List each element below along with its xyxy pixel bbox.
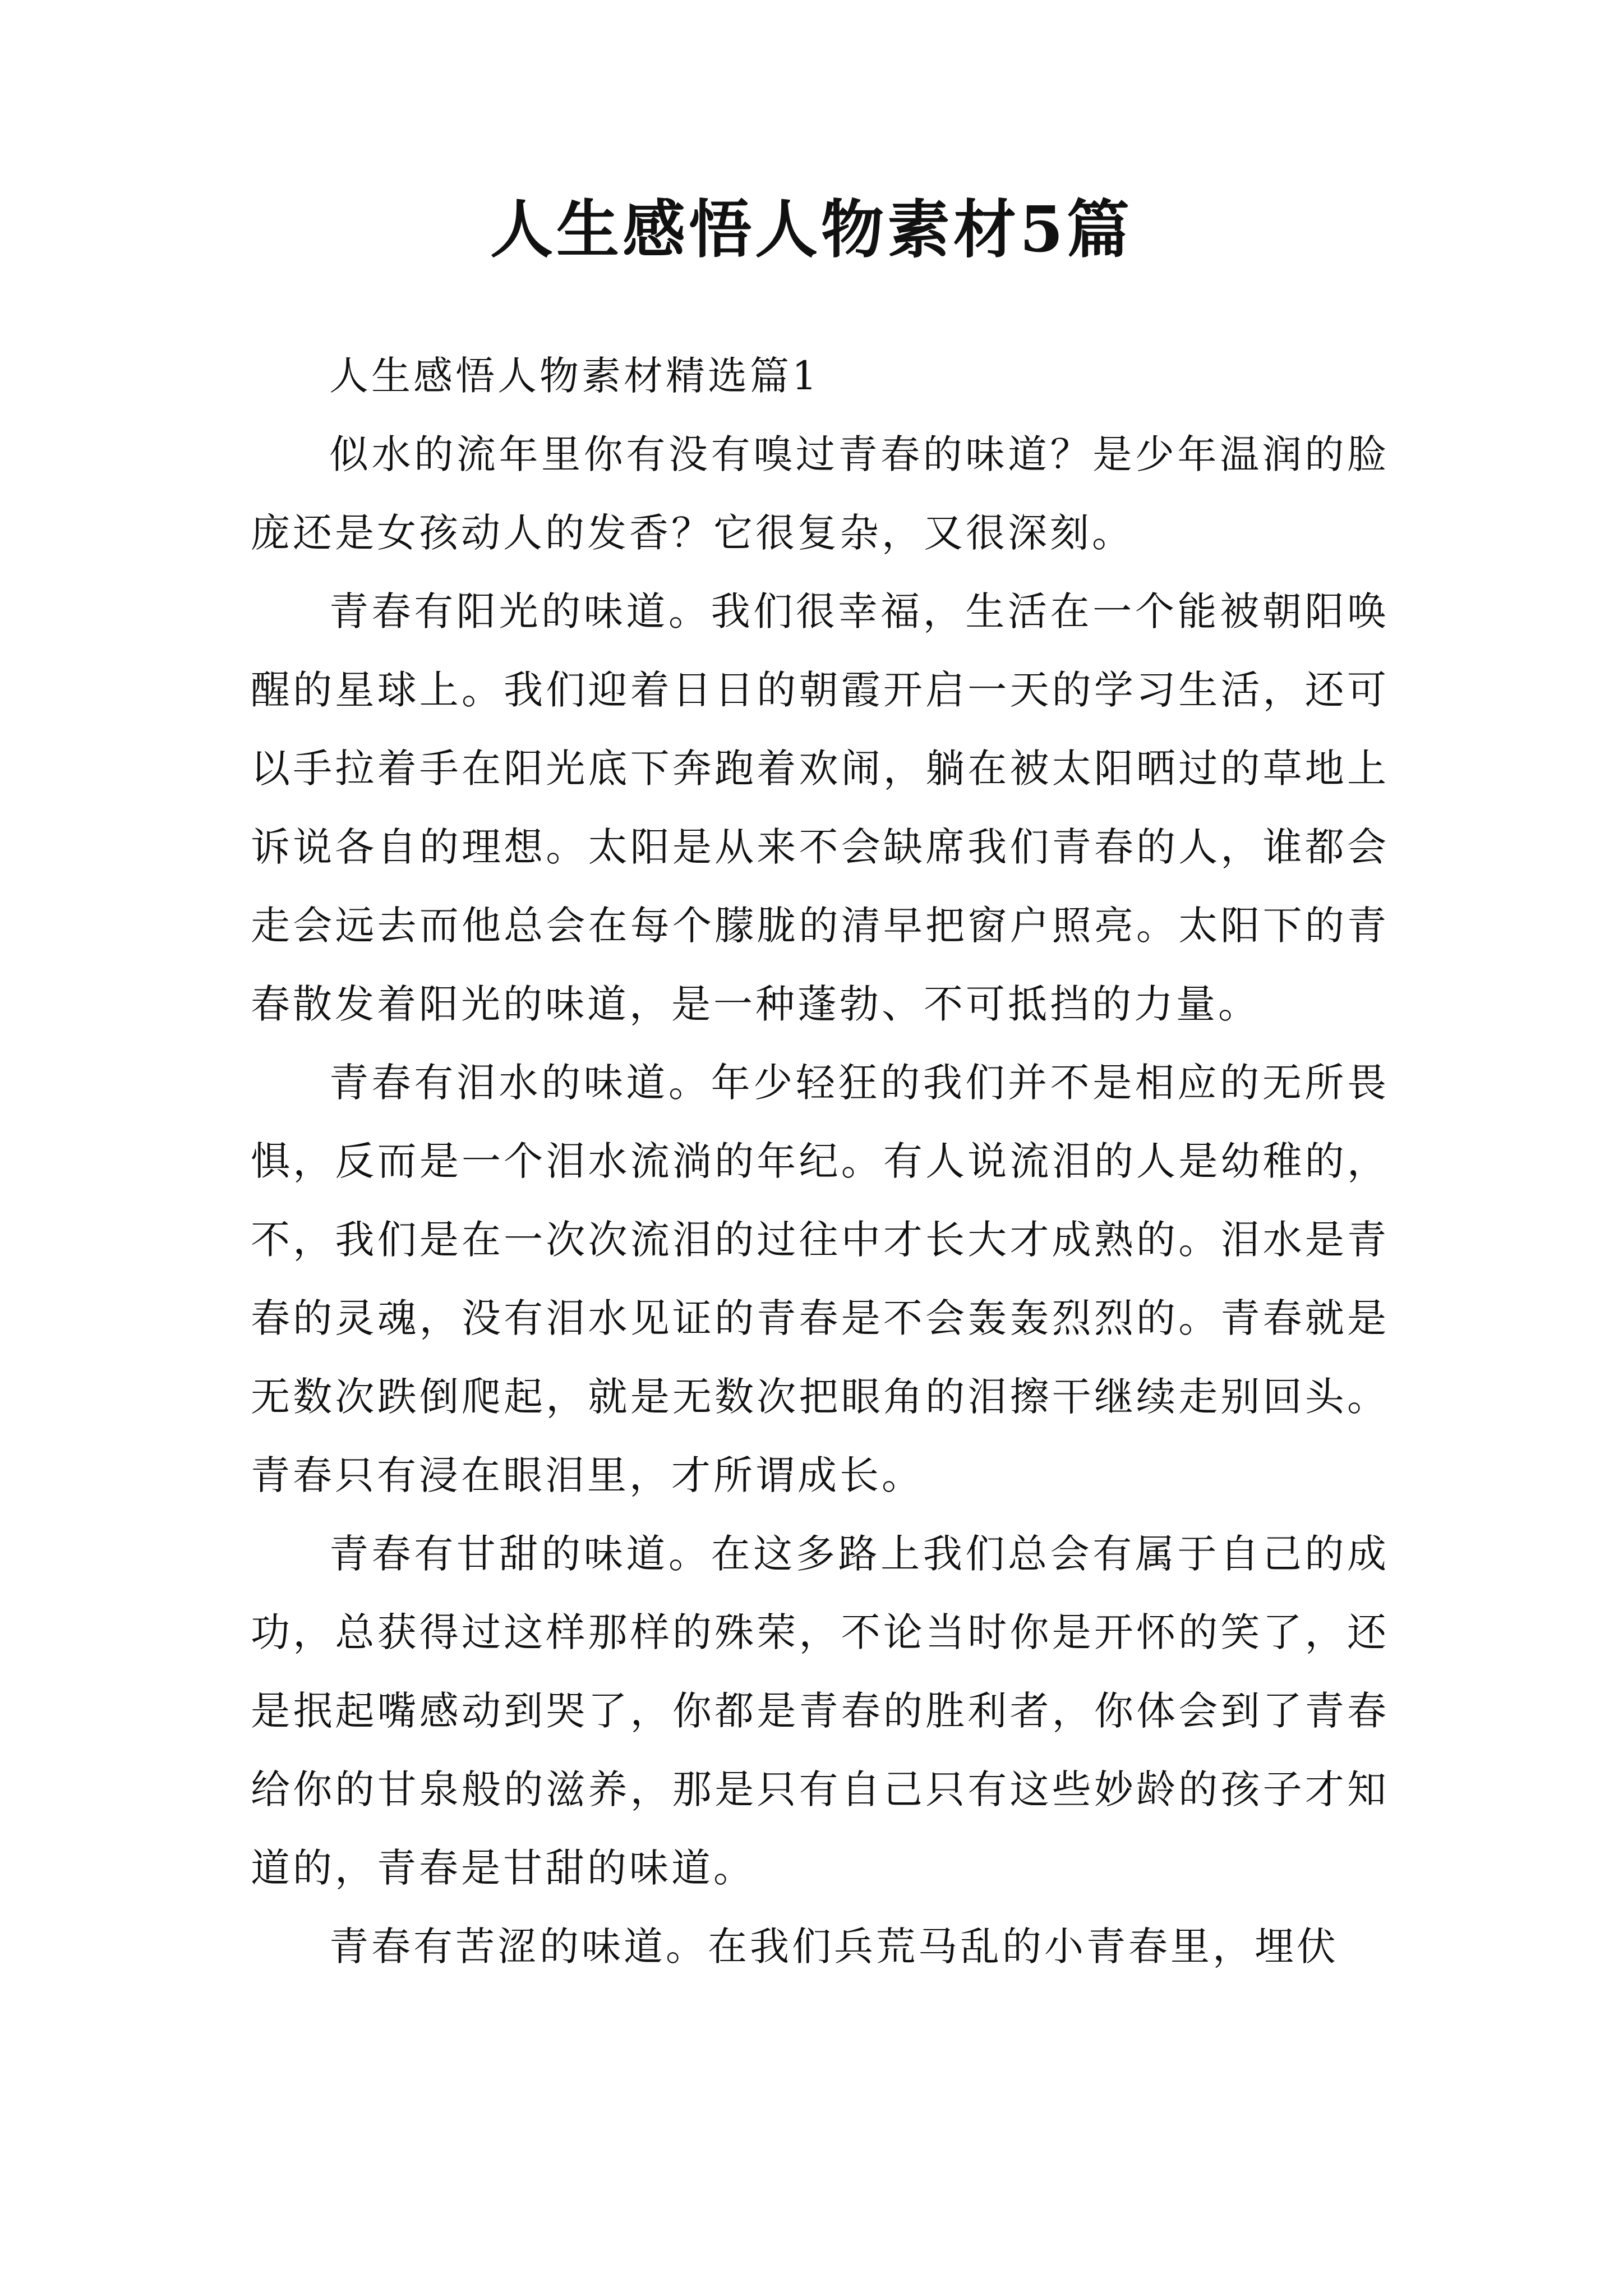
paragraph-4: 青春有甘甜的味道。在这多路上我们总会有属于自己的成功，总获得过这样那样的殊荣，不论当时你是开怀的笑了，还是抿起嘴感动到哭了，你都是青春的胜利者，你体会到了青春给你的甘泉般的滋养，那是只有自己只有这些妙龄的孩子才知道的，青春是甘甜的味道。: [251, 1531, 1389, 1891]
paragraph-2: 青春有阳光的味道。我们很幸福，生活在一个能被朝阳唤醒的星球上。我们迎着日日的朝霞开启一天的学习生活，还可以手拉着手在阳光底下奔跑着欢闹，躺在被太阳晒过的草地上诉说各自的理想。太阳是从来不会缺席我们青春的人，谁都会走会远去而他总会在每个朦胧的清早把窗户照亮。太阳下的青春散发着阳光的味道，是一种蓬勃、不可抵挡的力量。: [251, 588, 1389, 1027]
paragraph-5: 青春有苦涩的味道。在我们兵荒马乱的小青春里，埋伏: [329, 1924, 1339, 1970]
document-title: 人生感悟人物素材5篇: [490, 193, 1133, 266]
paragraph-1: 似水的流年里你有没有嗅过青春的味道？是少年温润的脸庞还是女孩动人的发香？它很复杂，又很深刻。: [251, 431, 1389, 556]
section-heading: 人生感悟人物素材精选篇1: [329, 353, 820, 399]
document-body: [251, 337, 1389, 1986]
paragraph-3: 青春有泪水的味道。年少轻狂的我们并不是相应的无所畏惧，反而是一个泪水流淌的年纪。有人说流泪的人是幼稚的，不，我们是在一次次流泪的过往中才长大才成熟的。泪水是青春的灵魂，没有泪水见证的青春是不会轰轰烈烈的。青春就是无数次跌倒爬起，就是无数次把眼角的泪擦干继续走别回头。青春只有浸在眼泪里，才所谓成长。: [251, 1060, 1389, 1498]
